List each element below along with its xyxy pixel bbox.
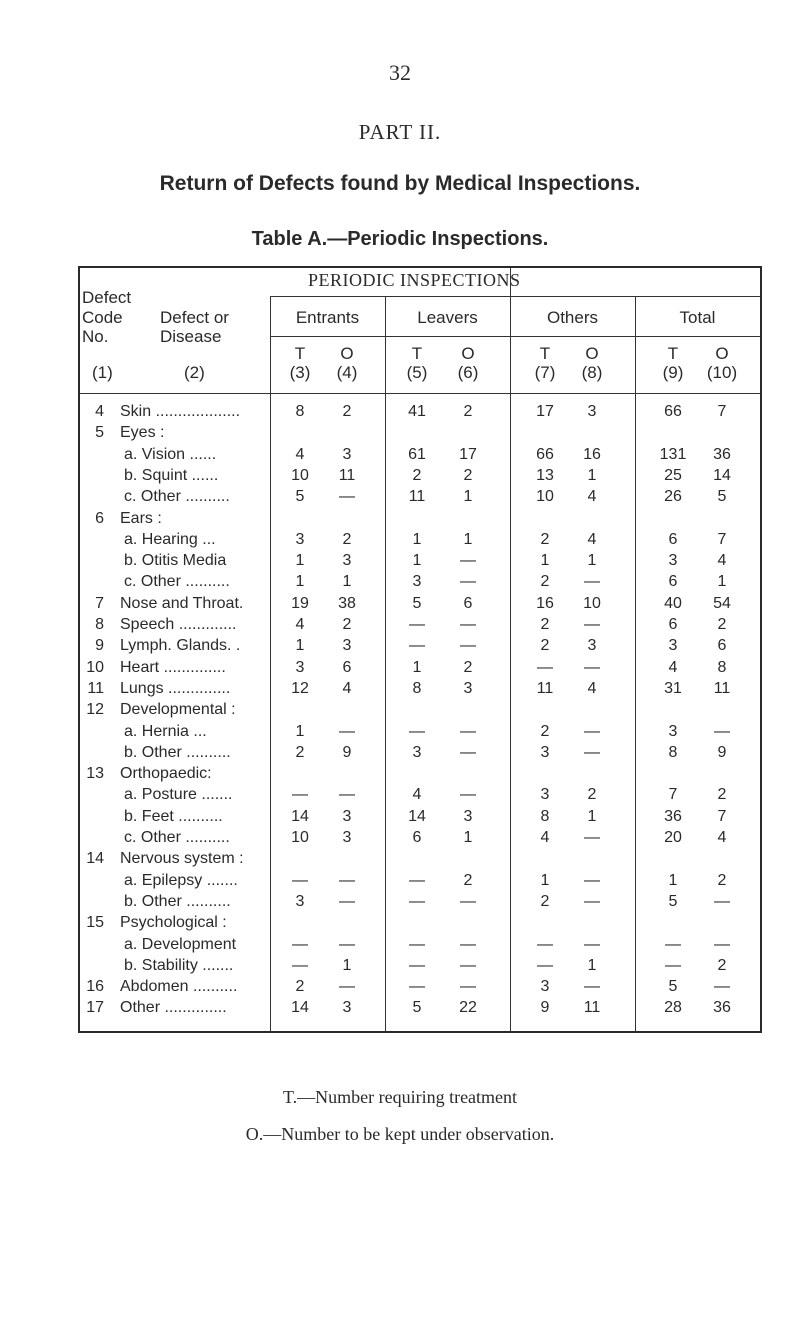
value-cell: —: [665, 956, 681, 974]
group-leavers: Leavers: [417, 308, 478, 327]
table-row: [80, 510, 764, 531]
value-cell: 1: [463, 530, 473, 548]
defect-name: b. Other ..........: [124, 743, 231, 761]
value-cell: 1: [587, 807, 597, 825]
defect-name: Psychological :: [120, 914, 227, 932]
value-cell: 9: [717, 743, 727, 761]
value-cell: 1: [412, 530, 422, 548]
value-cell: 1: [463, 829, 473, 846]
table-row: [80, 744, 764, 765]
value-cell: 1: [587, 552, 597, 570]
value-cell: —: [339, 488, 355, 506]
defect-code: 17: [86, 999, 104, 1017]
table-row: [80, 957, 764, 978]
value-cell: 36: [713, 999, 731, 1017]
defect-name: a. Development: [124, 935, 237, 953]
column-number: (7): [534, 363, 556, 382]
value-cell: 10: [536, 488, 554, 506]
value-cell: 31: [664, 679, 682, 697]
value-cell: 9: [342, 743, 352, 761]
defect-name: b. Stability .......: [124, 956, 234, 974]
value-cell: 7: [717, 530, 727, 548]
value-cell: 3: [342, 445, 352, 463]
value-cell: —: [339, 786, 355, 804]
table-row: [80, 659, 764, 680]
group-others: Others: [546, 308, 599, 327]
value-cell: 3: [540, 978, 550, 996]
table-row: [80, 616, 764, 637]
value-cell: 2: [540, 573, 550, 591]
value-cell: —: [714, 935, 730, 953]
defect-code: 4: [95, 403, 104, 420]
value-cell: 25: [664, 466, 682, 484]
value-cell: 19: [291, 594, 309, 612]
defect-code: 15: [86, 914, 104, 932]
defect-name: Nervous system :: [120, 850, 244, 868]
value-cell: 66: [664, 403, 682, 420]
value-cell: 1: [540, 871, 550, 889]
table-row: [80, 446, 764, 467]
table-row: [80, 872, 764, 893]
value-cell: —: [460, 616, 476, 633]
value-cell: 3: [295, 530, 305, 548]
value-cell: 2: [717, 786, 727, 804]
rule-under-periodic: [270, 296, 760, 297]
defect-name: a. Vision ......: [124, 445, 217, 463]
value-cell: 2: [540, 530, 550, 548]
value-cell: —: [584, 978, 600, 996]
defect-name: a. Hernia ...: [124, 722, 207, 740]
value-cell: 61: [408, 445, 426, 463]
value-cell: —: [460, 552, 476, 570]
value-cell: 14: [713, 466, 731, 484]
value-cell: 1: [540, 552, 550, 570]
value-cell: —: [460, 637, 476, 655]
value-cell: 3: [668, 722, 678, 740]
value-cell: 14: [408, 807, 426, 825]
value-cell: —: [339, 935, 355, 953]
defect-code: 16: [86, 978, 104, 996]
value-cell: 1: [342, 573, 352, 591]
value-cell: —: [460, 573, 476, 591]
page-number: 32: [389, 60, 411, 85]
value-cell: 2: [295, 743, 305, 761]
group-total: Total: [679, 308, 716, 327]
defect-heading: Defect: [82, 288, 132, 307]
table-row: [80, 637, 764, 658]
value-cell: 2: [540, 637, 550, 655]
value-cell: 1: [342, 956, 352, 974]
value-cell: 4: [412, 786, 422, 804]
value-cell: —: [584, 722, 600, 740]
value-cell: 4: [587, 488, 597, 506]
value-cell: 1: [295, 573, 305, 591]
value-cell: 36: [713, 445, 731, 463]
value-cell: —: [339, 871, 355, 889]
value-cell: —: [584, 871, 600, 889]
defect-code: 8: [95, 616, 104, 633]
value-cell: —: [292, 956, 308, 974]
value-cell: 3: [342, 829, 352, 846]
value-cell: 10: [291, 466, 309, 484]
value-cell: 7: [668, 786, 678, 804]
value-cell: —: [537, 658, 553, 676]
value-cell: 6: [463, 594, 473, 612]
value-cell: —: [460, 892, 476, 910]
table-row: [80, 978, 764, 999]
value-cell: 54: [713, 594, 731, 612]
value-cell: 5: [295, 488, 305, 506]
value-cell: 4: [540, 829, 550, 846]
treatment-heading: T: [411, 344, 423, 363]
value-cell: —: [460, 935, 476, 953]
value-cell: 14: [291, 999, 309, 1017]
value-cell: 11: [583, 999, 601, 1017]
value-cell: —: [714, 978, 730, 996]
disease-heading: Disease: [160, 327, 222, 346]
value-cell: 17: [536, 403, 554, 420]
value-cell: 3: [463, 679, 473, 697]
value-cell: 11: [713, 679, 731, 697]
table-row: [80, 829, 764, 850]
table-row: [80, 893, 764, 914]
defect-code: 12: [86, 701, 104, 719]
value-cell: —: [409, 935, 425, 953]
table-row: [80, 936, 764, 957]
table-row: [80, 808, 764, 829]
treatment-heading: T: [667, 344, 679, 363]
value-cell: —: [584, 892, 600, 910]
column-number: (3): [289, 363, 311, 382]
value-cell: 3: [295, 658, 305, 676]
value-cell: 2: [412, 466, 422, 484]
defect-code: 13: [86, 765, 104, 783]
table-row: [80, 552, 764, 573]
value-cell: 1: [668, 871, 678, 889]
defect-name: c. Other ..........: [124, 488, 230, 506]
value-cell: —: [537, 935, 553, 953]
value-cell: 5: [412, 999, 422, 1017]
defect-name: Speech .............: [120, 616, 237, 633]
value-cell: 3: [412, 573, 422, 591]
value-cell: —: [409, 871, 425, 889]
value-cell: 9: [540, 999, 550, 1017]
value-cell: 36: [664, 807, 682, 825]
value-cell: 2: [295, 978, 305, 996]
value-cell: 4: [717, 552, 727, 570]
defect-name: b. Feet ..........: [124, 807, 223, 825]
value-cell: 8: [412, 679, 422, 697]
value-cell: —: [460, 743, 476, 761]
value-cell: —: [584, 573, 600, 591]
periodic-heading: PERIODIC INSPECTIONS: [308, 270, 521, 290]
value-cell: —: [460, 978, 476, 996]
value-cell: 2: [540, 892, 550, 910]
value-cell: 5: [412, 594, 422, 612]
table-row: [80, 914, 764, 935]
value-cell: 6: [668, 573, 678, 591]
value-cell: —: [714, 892, 730, 910]
value-cell: 17: [459, 445, 477, 463]
value-cell: 2: [342, 616, 352, 633]
value-cell: 3: [540, 743, 550, 761]
value-cell: 6: [668, 616, 678, 633]
value-cell: 2: [463, 871, 473, 889]
treatment-heading: T: [539, 344, 551, 363]
value-cell: 2: [717, 616, 727, 633]
value-cell: —: [339, 722, 355, 740]
observation-heading: O: [715, 344, 729, 363]
table-row: [80, 765, 764, 786]
defect-code: 11: [87, 679, 104, 697]
value-cell: 3: [668, 552, 678, 570]
value-cell: 3: [463, 807, 473, 825]
table-row: [80, 701, 764, 722]
table-row: [80, 680, 764, 701]
table-row: [80, 573, 764, 594]
value-cell: —: [714, 722, 730, 740]
defect-name: b. Squint ......: [124, 466, 219, 484]
value-cell: —: [665, 935, 681, 953]
defect-name: Abdomen ..........: [120, 978, 238, 996]
defect-code: 6: [95, 509, 104, 527]
value-cell: —: [292, 871, 308, 889]
defect-name: Heart ..............: [120, 658, 226, 676]
value-cell: 6: [342, 658, 352, 676]
value-cell: 1: [412, 658, 422, 676]
value-cell: 3: [668, 637, 678, 655]
value-cell: —: [409, 892, 425, 910]
value-cell: 6: [412, 829, 422, 846]
value-cell: 1: [295, 637, 305, 655]
defect-code: 14: [86, 850, 104, 868]
value-cell: 2: [587, 786, 597, 804]
value-cell: 4: [295, 616, 305, 633]
observation-heading: O: [340, 344, 354, 363]
value-cell: 3: [342, 999, 352, 1017]
code-heading: Code: [82, 308, 123, 327]
defect-name: a. Epilepsy .......: [124, 871, 238, 889]
value-cell: —: [460, 956, 476, 974]
value-cell: 14: [291, 807, 309, 825]
table-row: [80, 786, 764, 807]
value-cell: 1: [463, 488, 473, 506]
value-cell: 2: [717, 871, 727, 889]
value-cell: 4: [717, 829, 727, 846]
value-cell: 2: [540, 616, 550, 633]
group-entrants: Entrants: [295, 308, 360, 327]
table-row: [80, 467, 764, 488]
value-cell: —: [339, 892, 355, 910]
table-row: [80, 403, 764, 424]
table-row: [80, 850, 764, 871]
value-cell: 2: [463, 403, 473, 420]
value-cell: —: [537, 956, 553, 974]
value-cell: 131: [659, 445, 687, 463]
defect-code: 9: [95, 637, 104, 655]
value-cell: 40: [664, 594, 682, 612]
defect-name: Developmental :: [120, 701, 236, 719]
defect-name: Lungs ..............: [120, 679, 231, 697]
footnote-o: O.—Number to be kept under observation.: [245, 1124, 555, 1144]
value-cell: 38: [338, 594, 356, 612]
column-number: (6): [457, 363, 479, 382]
value-cell: 4: [668, 658, 678, 676]
value-cell: 1: [717, 573, 727, 591]
value-cell: 3: [412, 743, 422, 761]
value-cell: 16: [583, 445, 601, 463]
value-cell: 3: [342, 637, 352, 655]
defect-name: c. Other ..........: [124, 573, 230, 591]
column-number: (4): [336, 363, 358, 382]
value-cell: —: [460, 722, 476, 740]
value-cell: 2: [342, 530, 352, 548]
value-cell: —: [409, 978, 425, 996]
col1-number: (1): [92, 363, 113, 382]
value-cell: 1: [587, 466, 597, 484]
value-cell: 6: [717, 637, 727, 655]
no-heading: No.: [82, 327, 109, 346]
value-cell: 41: [408, 403, 426, 420]
defect-name: Nose and Throat.: [120, 594, 244, 612]
value-cell: 12: [291, 679, 309, 697]
table-row: [80, 999, 764, 1020]
value-cell: 11: [408, 488, 426, 506]
value-cell: 5: [668, 978, 678, 996]
value-cell: 8: [540, 807, 550, 825]
table-subtitle: Table A.—Periodic Inspections.: [251, 228, 549, 250]
value-cell: —: [584, 616, 600, 633]
defect-name: b. Other ..........: [124, 892, 231, 910]
defect-name: c. Other ..........: [124, 829, 230, 846]
column-number: (8): [581, 363, 603, 382]
defect-name: a. Posture .......: [124, 786, 233, 804]
value-cell: 4: [587, 679, 597, 697]
value-cell: —: [584, 658, 600, 676]
defect-name: Skin ...................: [120, 403, 241, 420]
value-cell: 2: [540, 722, 550, 740]
treatment-heading: T: [294, 344, 306, 363]
value-cell: 4: [295, 445, 305, 463]
defect-name: a. Hearing ...: [124, 530, 216, 548]
value-cell: 26: [664, 488, 682, 506]
value-cell: 1: [587, 956, 597, 974]
value-cell: —: [409, 956, 425, 974]
value-cell: —: [584, 829, 600, 846]
value-cell: —: [409, 616, 425, 633]
defect-name: Lymph. Glands. .: [120, 637, 241, 655]
value-cell: 11: [338, 466, 356, 484]
rule-under-header: [80, 393, 760, 394]
value-cell: 1: [295, 552, 305, 570]
value-cell: 3: [342, 552, 352, 570]
value-cell: 2: [463, 466, 473, 484]
value-cell: 22: [459, 999, 477, 1017]
value-cell: 66: [536, 445, 554, 463]
observation-heading: O: [585, 344, 599, 363]
value-cell: 2: [717, 956, 727, 974]
value-cell: 2: [463, 658, 473, 676]
value-cell: 5: [717, 488, 727, 506]
value-cell: 28: [664, 999, 682, 1017]
value-cell: 16: [536, 594, 554, 612]
rule-under-groups: [270, 336, 760, 337]
value-cell: 20: [664, 829, 682, 846]
value-cell: 13: [536, 466, 554, 484]
column-number: (9): [662, 363, 684, 382]
defect-name: Ears :: [120, 509, 162, 527]
value-cell: —: [460, 786, 476, 804]
defect-name: Other ..............: [120, 999, 227, 1017]
value-cell: 6: [668, 530, 678, 548]
value-cell: 10: [583, 594, 601, 612]
value-cell: —: [339, 978, 355, 996]
table-row: [80, 424, 764, 445]
value-cell: 11: [536, 679, 554, 697]
defect-code: 5: [95, 424, 104, 442]
observation-heading: O: [461, 344, 475, 363]
value-cell: 3: [587, 403, 597, 420]
table-row: [80, 723, 764, 744]
value-cell: —: [409, 637, 425, 655]
column-number: (5): [406, 363, 428, 382]
value-cell: 4: [342, 679, 352, 697]
main-title: Return of Defects found by Medical Inspections.: [159, 172, 641, 195]
value-cell: 8: [717, 658, 727, 676]
defect-code: 10: [86, 658, 104, 676]
value-cell: 5: [668, 892, 678, 910]
value-cell: —: [292, 935, 308, 953]
value-cell: 1: [295, 722, 305, 740]
value-cell: 7: [717, 807, 727, 825]
column-number: (10): [706, 363, 738, 382]
table-row: [80, 488, 764, 509]
defect-name: Orthopaedic:: [120, 765, 212, 783]
value-cell: 3: [342, 807, 352, 825]
value-cell: —: [292, 786, 308, 804]
col2-number: (2): [184, 363, 205, 382]
value-cell: 1: [412, 552, 422, 570]
value-cell: —: [584, 935, 600, 953]
value-cell: 7: [717, 403, 727, 420]
value-cell: 8: [295, 403, 305, 420]
part-title: PART II.: [358, 120, 442, 144]
value-cell: 8: [668, 743, 678, 761]
defects-table: [78, 266, 762, 1033]
table-row: [80, 531, 764, 552]
table-row: [80, 595, 764, 616]
defect-code: 7: [95, 594, 104, 612]
value-cell: 3: [587, 637, 597, 655]
value-cell: 2: [342, 403, 352, 420]
footnote-t: T.—Number requiring treatment: [282, 1087, 518, 1107]
value-cell: —: [584, 743, 600, 761]
value-cell: —: [409, 722, 425, 740]
defect-name: b. Otitis Media: [124, 552, 227, 570]
value-cell: 3: [540, 786, 550, 804]
value-cell: 3: [295, 892, 305, 910]
value-cell: 4: [587, 530, 597, 548]
defect-or-heading: Defect or: [160, 308, 229, 327]
defect-name: Eyes :: [120, 424, 165, 442]
value-cell: 10: [291, 829, 309, 846]
